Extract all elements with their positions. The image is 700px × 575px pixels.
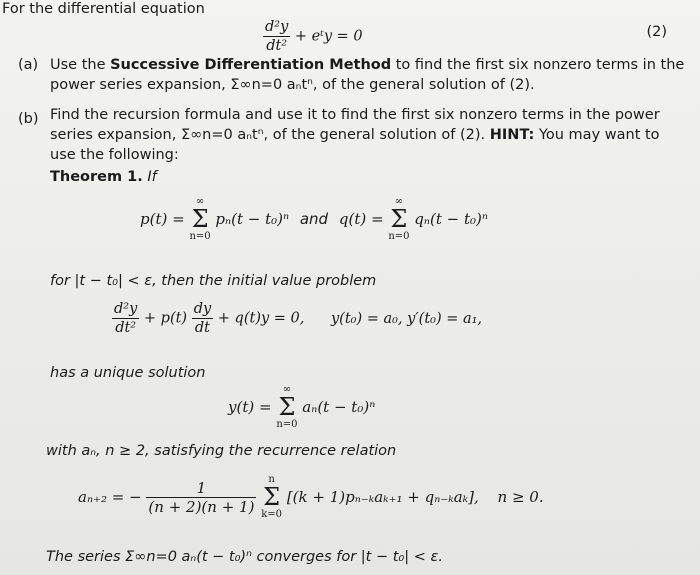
y-sum-bottom: n=0 <box>276 419 298 430</box>
convergence-text: The series Σ∞n=0 aₙ(t − t₀)ⁿ converges for |t − t₀| < ε. <box>46 549 443 565</box>
rec-sum-top: n <box>268 474 275 485</box>
series-definitions <box>140 196 488 242</box>
main-eq-fraction <box>263 18 290 55</box>
rec-condition: n ≥ 0. <box>497 488 544 506</box>
y-sum-top: ∞ <box>282 384 292 395</box>
part-b-line1: Find the recursion formula and use it to find the first six nonzero terms in the power <box>50 107 660 123</box>
main-eq-rest: + eᵗy = 0 <box>294 28 363 45</box>
ivp-initial-conditions: y(t₀) = a₀, y′(t₀) = a₁, <box>330 310 483 327</box>
ivp-dy-num: dy <box>193 301 212 317</box>
intro-text: For the differential equation <box>2 1 205 17</box>
theorem-title-if: If <box>142 169 157 185</box>
ivp-d2y-num: d²y <box>114 301 138 317</box>
part-b-line2 <box>50 126 660 144</box>
condition-text: for |t − t₀| < ε, then the initial value problem <box>50 273 377 289</box>
equation-number: (2) <box>646 24 667 40</box>
hint-label: HINT: <box>489 127 535 143</box>
p-sigma: Σ <box>191 205 209 233</box>
ivp-dy-den: dt <box>194 320 210 336</box>
ivp-d2y-den: dt² <box>115 320 137 336</box>
ivp-dy <box>192 300 213 337</box>
rec-term: [(k + 1)pₙ₋ₖaₖ₊₁ + qₙ₋ₖaₖ], <box>286 488 479 506</box>
part-a-line2: power series expansion, Σ∞n=0 aₙtⁿ, of the general solution of (2). <box>50 77 535 93</box>
y-left: y(t) = <box>228 398 272 416</box>
part-a-line1-pre: Use the <box>50 57 111 73</box>
ivp-rest: + q(t)y = 0, <box>217 310 305 327</box>
main-eq-numerator: d²y <box>265 19 289 35</box>
p-left: p(t) = <box>140 210 185 228</box>
p-sum-bottom: n=0 <box>189 231 211 242</box>
part-b-line3: use the following: <box>50 147 179 163</box>
and-word: and <box>299 210 329 228</box>
rec-left: aₙ₊₂ = − <box>78 488 142 506</box>
ivp-d2y <box>112 300 139 337</box>
part-a-line1 <box>50 56 684 74</box>
q-sum-bottom: n=0 <box>388 231 410 242</box>
solution-series <box>228 384 375 430</box>
ivp-p-term: + p(t) <box>143 310 188 327</box>
part-b-line2-pre: series expansion, Σ∞n=0 aₙtⁿ, of the general solution of (2). <box>50 127 490 143</box>
part-b-label: (b) <box>18 111 39 127</box>
q-term: qₙ(t − t₀)ⁿ <box>414 210 488 228</box>
rec-frac-den: (n + 2)(n + 1) <box>148 497 255 516</box>
part-b-line2-post: You may want to <box>534 127 660 143</box>
recurrence-intro: with aₙ, n ≥ 2, satisfying the recurrence relation <box>46 443 397 459</box>
y-sigma: Σ <box>278 393 296 421</box>
rec-frac-num: 1 <box>146 479 256 498</box>
q-sum-symbol <box>388 196 409 242</box>
p-sum-symbol <box>189 196 210 242</box>
y-term: aₙ(t − t₀)ⁿ <box>302 398 376 416</box>
main-eq-denominator: dt² <box>266 38 288 54</box>
rec-fraction <box>146 479 256 516</box>
q-sigma: Σ <box>390 205 408 233</box>
p-term: pₙ(t − t₀)ⁿ <box>215 210 290 228</box>
theorem-title <box>50 168 157 186</box>
part-a-bold: Successive Differentiation Method <box>110 57 392 73</box>
rec-sum-bottom: k=0 <box>261 509 283 520</box>
part-a-line1-post: to find the first six nonzero terms in the <box>391 57 685 73</box>
unique-solution-text: has a unique solution <box>50 365 206 381</box>
q-left: q(t) = <box>338 210 384 228</box>
q-sum-top: ∞ <box>394 196 404 207</box>
theorem-title-bold: Theorem 1. <box>50 169 143 185</box>
ivp-equation <box>112 300 482 337</box>
rec-sum-symbol <box>261 474 282 520</box>
main-equation <box>263 18 363 55</box>
part-a-label: (a) <box>18 57 39 73</box>
p-sum-top: ∞ <box>195 196 205 207</box>
recurrence-relation <box>78 474 544 520</box>
y-sum-symbol <box>276 384 297 430</box>
rec-sigma: Σ <box>263 483 281 511</box>
